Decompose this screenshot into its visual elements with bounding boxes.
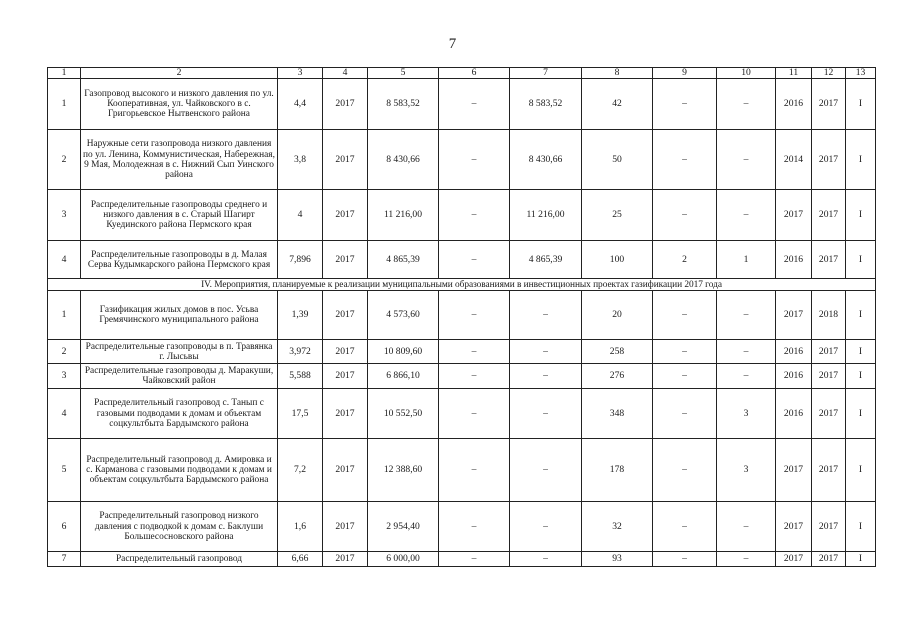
length-cell: 1,6 [278,502,323,552]
total-cost-cell: 8 430,66 [368,130,439,190]
col10-cell: – [717,291,776,340]
object-name-cell: Газопровод высокого и низкого давления по ул. Кооперативная, ул. Чайковского в с. Григорьевское Нытвенского района [81,79,278,130]
start-year-cell: 2017 [776,439,812,502]
row-number-cell: 2 [48,130,81,190]
col10-cell: – [717,130,776,190]
cost-col7-cell: – [510,291,582,340]
year-cell: 2017 [323,79,368,130]
total-cost-cell: 6 000,00 [368,552,439,567]
object-name-cell: Распределительные газопроводы д. Маракуши, Чайковский район [81,364,278,389]
row-number-cell: 6 [48,502,81,552]
year-cell: 2017 [323,439,368,502]
cost-col6-cell: – [439,241,510,279]
column-number-4: 4 [323,68,368,79]
category-cell: I [846,389,876,439]
col10-cell: – [717,190,776,241]
start-year-cell: 2017 [776,190,812,241]
object-name-cell: Распределительный газопровод [81,552,278,567]
year-cell: 2017 [323,340,368,364]
length-cell: 1,39 [278,291,323,340]
category-cell: I [846,439,876,502]
start-year-cell: 2016 [776,364,812,389]
count-cell: 178 [582,439,653,502]
col9-cell: – [653,130,717,190]
end-year-cell: 2017 [812,439,846,502]
section-title: IV. Мероприятия, планируемые к реализации муниципальными образованиями в инвестиционных проектах газификации 2017 года [48,279,876,291]
cost-col7-cell: – [510,439,582,502]
year-cell: 2017 [323,190,368,241]
cost-col6-cell: – [439,291,510,340]
length-cell: 7,896 [278,241,323,279]
total-cost-cell: 12 388,60 [368,439,439,502]
total-cost-cell: 10 552,50 [368,389,439,439]
length-cell: 3,972 [278,340,323,364]
column-number-5: 5 [368,68,439,79]
year-cell: 2017 [323,130,368,190]
object-name-cell: Распределительные газопроводы среднего и низкого давления в с. Старый Шагирт Куединского района Пермского края [81,190,278,241]
table-row [48,130,876,190]
col9-cell: – [653,439,717,502]
total-cost-cell: 4 573,60 [368,291,439,340]
year-cell: 2017 [323,241,368,279]
cost-col7-cell: 8 583,52 [510,79,582,130]
object-name-cell: Распределительный газопровод низкого давления с подводкой к домам с. Баклуши Большесосновского района [81,502,278,552]
table-row [48,291,876,340]
start-year-cell: 2017 [776,552,812,567]
year-cell: 2017 [323,389,368,439]
start-year-cell: 2016 [776,389,812,439]
start-year-cell: 2016 [776,79,812,130]
start-year-cell: 2017 [776,502,812,552]
end-year-cell: 2017 [812,241,846,279]
table-row [48,389,876,439]
count-cell: 258 [582,340,653,364]
column-number-8: 8 [582,68,653,79]
column-number-1: 1 [48,68,81,79]
column-number-6: 6 [439,68,510,79]
total-cost-cell: 6 866,10 [368,364,439,389]
count-cell: 42 [582,79,653,130]
count-cell: 32 [582,502,653,552]
cost-col7-cell: – [510,389,582,439]
object-name-cell: Распределительные газопроводы в д. Малая Серва Кудымкарского района Пермского края [81,241,278,279]
col10-cell: – [717,364,776,389]
gasification-table [47,67,876,567]
cost-col7-cell: 4 865,39 [510,241,582,279]
count-cell: 276 [582,364,653,389]
column-number-row [48,68,876,79]
length-cell: 4 [278,190,323,241]
table-row [48,502,876,552]
col10-cell: 1 [717,241,776,279]
cost-col7-cell: – [510,364,582,389]
count-cell: 93 [582,552,653,567]
count-cell: 348 [582,389,653,439]
total-cost-cell: 11 216,00 [368,190,439,241]
row-number-cell: 3 [48,190,81,241]
column-number-3: 3 [278,68,323,79]
column-number-12: 12 [812,68,846,79]
start-year-cell: 2016 [776,241,812,279]
table-row [48,340,876,364]
cost-col6-cell: – [439,130,510,190]
row-number-cell: 1 [48,79,81,130]
row-number-cell: 3 [48,364,81,389]
col9-cell: – [653,79,717,130]
column-number-11: 11 [776,68,812,79]
end-year-cell: 2017 [812,340,846,364]
col10-cell: 3 [717,389,776,439]
category-cell: I [846,502,876,552]
col10-cell: – [717,552,776,567]
column-number-7: 7 [510,68,582,79]
total-cost-cell: 4 865,39 [368,241,439,279]
table-row [48,552,876,567]
column-number-10: 10 [717,68,776,79]
total-cost-cell: 10 809,60 [368,340,439,364]
row-number-cell: 4 [48,241,81,279]
object-name-cell: Наружные сети газопровода низкого давления по ул. Ленина, Коммунистическая, Набережная, 9 Мая, Молодежная в с. Нижний Сып Уинского района [81,130,278,190]
count-cell: 25 [582,190,653,241]
table-row [48,439,876,502]
row-number-cell: 1 [48,291,81,340]
col9-cell: – [653,502,717,552]
column-number-9: 9 [653,68,717,79]
count-cell: 50 [582,130,653,190]
cost-col6-cell: – [439,552,510,567]
col10-cell: 3 [717,439,776,502]
length-cell: 4,4 [278,79,323,130]
row-number-cell: 7 [48,552,81,567]
category-cell: I [846,241,876,279]
table-row [48,190,876,241]
start-year-cell: 2017 [776,291,812,340]
col9-cell: – [653,190,717,241]
row-number-cell: 5 [48,439,81,502]
col10-cell: – [717,79,776,130]
col9-cell: – [653,364,717,389]
cost-col7-cell: – [510,340,582,364]
cost-col6-cell: – [439,364,510,389]
col10-cell: – [717,502,776,552]
row-number-cell: 2 [48,340,81,364]
year-cell: 2017 [323,364,368,389]
total-cost-cell: 8 583,52 [368,79,439,130]
category-cell: I [846,364,876,389]
table-row [48,79,876,130]
end-year-cell: 2017 [812,502,846,552]
cost-col6-cell: – [439,190,510,241]
column-number-13: 13 [846,68,876,79]
start-year-cell: 2016 [776,340,812,364]
col9-cell: – [653,340,717,364]
cost-col6-cell: – [439,79,510,130]
cost-col7-cell: – [510,552,582,567]
category-cell: I [846,79,876,130]
column-number-2: 2 [81,68,278,79]
col9-cell: – [653,552,717,567]
year-cell: 2017 [323,552,368,567]
category-cell: I [846,291,876,340]
length-cell: 3,8 [278,130,323,190]
year-cell: 2017 [323,502,368,552]
object-name-cell: Газификация жилых домов в пос. Усьва Гремячинского муниципального района [81,291,278,340]
end-year-cell: 2017 [812,190,846,241]
row-number-cell: 4 [48,389,81,439]
count-cell: 20 [582,291,653,340]
end-year-cell: 2017 [812,130,846,190]
end-year-cell: 2017 [812,389,846,439]
page-number: 7 [448,36,457,52]
category-cell: I [846,190,876,241]
section-row [48,279,876,291]
end-year-cell: 2018 [812,291,846,340]
count-cell: 100 [582,241,653,279]
total-cost-cell: 2 954,40 [368,502,439,552]
cost-col6-cell: – [439,389,510,439]
length-cell: 6,66 [278,552,323,567]
cost-col7-cell: 11 216,00 [510,190,582,241]
end-year-cell: 2017 [812,552,846,567]
col10-cell: – [717,340,776,364]
start-year-cell: 2014 [776,130,812,190]
end-year-cell: 2017 [812,79,846,130]
cost-col6-cell: – [439,439,510,502]
length-cell: 7,2 [278,439,323,502]
category-cell: I [846,552,876,567]
category-cell: I [846,340,876,364]
table-row [48,241,876,279]
object-name-cell: Распределительные газопроводы в п. Травянка г. Лысьвы [81,340,278,364]
category-cell: I [846,130,876,190]
length-cell: 17,5 [278,389,323,439]
cost-col6-cell: – [439,340,510,364]
col9-cell: – [653,291,717,340]
end-year-cell: 2017 [812,364,846,389]
object-name-cell: Распределительный газопровод д. Амировка и с. Карманова с газовыми подводами к домам и объектам соцкультбыта Бардымского района [81,439,278,502]
cost-col7-cell: – [510,502,582,552]
table-row [48,364,876,389]
object-name-cell: Распределительный газопровод с. Танып с газовыми подводами к домам и объектам соцкультбыта Бардымского района [81,389,278,439]
cost-col7-cell: 8 430,66 [510,130,582,190]
length-cell: 5,588 [278,364,323,389]
col9-cell: 2 [653,241,717,279]
cost-col6-cell: – [439,502,510,552]
year-cell: 2017 [323,291,368,340]
col9-cell: – [653,389,717,439]
